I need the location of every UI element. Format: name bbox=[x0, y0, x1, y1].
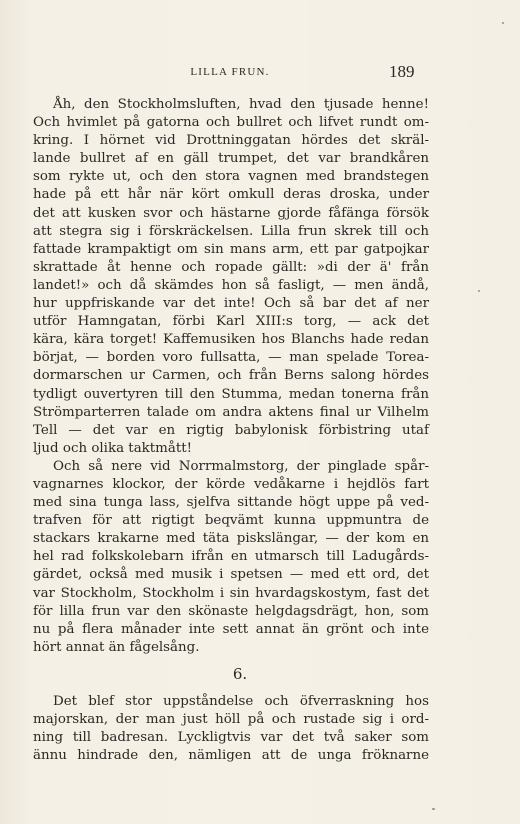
paper-speck bbox=[478, 290, 480, 292]
text-line: stackars krakarne med täta piskslängar, — der kom en bbox=[33, 531, 429, 547]
text-line: Och så nere vid Norrmalmstorg, der pinglade spår- bbox=[53, 458, 429, 474]
text-line: att stegra sig i förskräckelsen. Lilla frun skrek till och bbox=[33, 223, 429, 239]
text-line: Tell — det var en rigtig babylonisk förbistring utaf bbox=[33, 422, 429, 438]
text-line: ning till badresan. Lyckligtvis var det två saker som bbox=[33, 730, 429, 746]
text-line: hel rad folkskolebarn ifrån en utmarsch till Ladugårds- bbox=[33, 549, 429, 565]
paragraph-2 bbox=[33, 458, 429, 657]
text-line: dormarschen ur Carmen, och från Berns salong hördes bbox=[33, 368, 429, 384]
text-line: landet!» och då skämdes hon så fasligt, — men ändå, bbox=[33, 277, 429, 293]
text-line: utför Hamngatan, förbi Karl XIII:s torg, — ack det bbox=[33, 314, 429, 330]
text-line: trafven för att rigtigt beqvämt kunna uppmuntra de bbox=[33, 513, 429, 529]
text-line: ljud och olika taktmått! bbox=[33, 440, 192, 456]
page-header bbox=[0, 62, 520, 82]
text-line: kring. I hörnet vid Drottninggatan hördes det skräl- bbox=[33, 133, 429, 149]
text-line: med sina tunga lass, sjelfva sittande högt uppe på ved- bbox=[33, 495, 429, 511]
text-line: Och hvimlet på gatorna och bullret och lifvet rundt om- bbox=[33, 115, 429, 131]
text-line: hört annat än fågelsång. bbox=[33, 639, 200, 655]
running-title: LILLA FRUN. bbox=[190, 66, 270, 78]
text-line: hur uppfriskande var det inte! Och så bar det af ner bbox=[33, 296, 429, 312]
text-line: ännu hindrade den, nämligen att de unga fröknarne bbox=[33, 748, 429, 764]
paragraph-1 bbox=[33, 96, 429, 458]
text-line: fattade krampaktigt om sin mans arm, ett par gatpojkar bbox=[33, 241, 429, 257]
text-line: kära, kära torget! Kaffemusiken hos Blanchs hade redan bbox=[33, 332, 429, 348]
text-line: nu på flera månader inte sett annat än grönt och inte bbox=[33, 621, 429, 637]
text-line: skrattade åt henne och ropade gällt: »di der ä' från bbox=[33, 259, 429, 275]
text-line: det att kusken svor och hästarne gjorde fåfänga försök bbox=[33, 205, 429, 221]
text-line: majorskan, der man just höll på och rustade sig i ord- bbox=[33, 712, 429, 728]
paper-speck bbox=[502, 22, 504, 24]
text-line: Åh, den Stockholmsluften, hvad den tjusade henne! bbox=[53, 97, 429, 112]
text-line: för lilla frun var den skönaste helgdagsdrägt, hon, som bbox=[33, 603, 429, 619]
text-line: hade på ett hår när kört omkull deras droska, under bbox=[33, 187, 429, 203]
body-text bbox=[33, 96, 429, 765]
paragraph-3 bbox=[33, 693, 429, 765]
paper-speck bbox=[432, 808, 435, 810]
page-number: 189 bbox=[389, 62, 415, 81]
text-line: vagnarnes klockor, der körde vedåkarne i hejdlös fart bbox=[33, 476, 429, 492]
text-line: tydligt ouvertyren till den Stumma, medan tonerna från bbox=[33, 386, 429, 402]
text-line: Strömparterren talade om andra aktens final ur Vilhelm bbox=[33, 404, 429, 420]
text-line: som rykte ut, och den stora vagnen med brandstegen bbox=[33, 169, 429, 185]
text-line: Det blef stor uppståndelse och öfverraskning hos bbox=[53, 694, 429, 709]
text-line: lande bullret af en gäll trumpet, det var brandkåren bbox=[33, 151, 429, 167]
text-line: var Stockholm, Stockholm i sin hvardagskostym, fast det bbox=[33, 585, 429, 601]
section-number: 6. bbox=[232, 664, 248, 683]
text-line: börjat, — borden voro fullsatta, — man spelade Torea- bbox=[33, 350, 429, 366]
text-line: gärdet, också med musik i spetsen — med ett ord, det bbox=[33, 567, 429, 583]
